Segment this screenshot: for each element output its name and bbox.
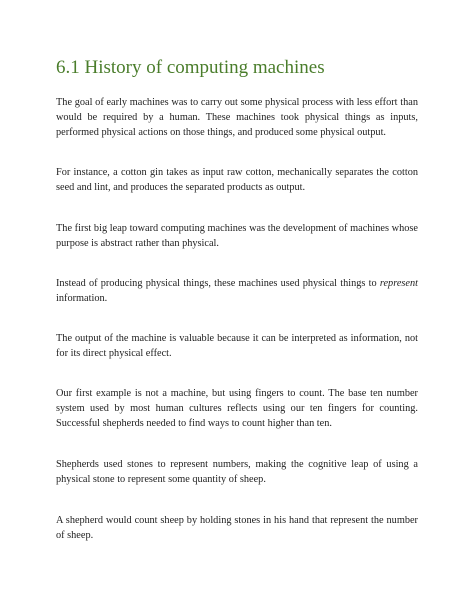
paragraph-machine-output: The output of the machine is valuable because it can be interpreted as information, not for its direct physical effect.: [56, 333, 418, 359]
section-heading: 6.1 History of computing machines: [56, 57, 325, 78]
paragraph-represent-information: [56, 276, 418, 306]
represent-emphasis: represent: [379, 278, 418, 289]
paragraph-shepherd-stones: Shepherds used stones to represent numbers, making the cognitive leap of using a physical stone to represent some quantity of sheep.: [56, 459, 418, 485]
paragraph-represent-after: information.: [56, 293, 108, 304]
paragraph-counting-fingers: Our first example is not a machine, but using fingers to count. The base ten number system used by most human cultures reflects using our ten fingers for counting. Successful shepherds needed to find ways to count higher than ten.: [56, 388, 418, 429]
paragraph-early-machines: The goal of early machines was to carry out some physical process with less effort than would be required by a human. These machines took physical things as inputs, performed physical actions on those things, and produced some physical output.: [56, 97, 418, 138]
paragraph-represent-before: Instead of producing physical things, these machines used physical things to: [56, 278, 380, 289]
paragraph-shepherd-count: A shepherd would count sheep by holding stones in his hand that represent the number of sheep.: [56, 515, 418, 541]
paragraph-first-big-leap: The first big leap toward computing machines was the development of machines whose purpose is abstract rather than physical.: [56, 223, 418, 249]
paragraph-cotton-gin: For instance, a cotton gin takes as input raw cotton, mechanically separates the cotton seed and lint, and produces the separated products as output.: [56, 167, 418, 193]
